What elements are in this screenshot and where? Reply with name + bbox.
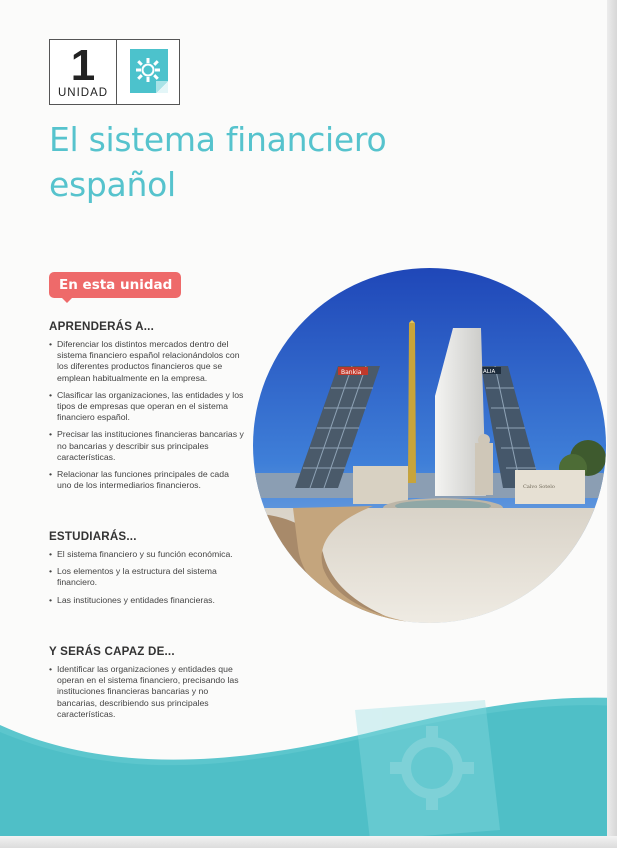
list-item-text: Relacionar las funciones principales de cada uno de los intermediarios financieros. [57,469,229,491]
bullet: • [49,429,53,440]
bottom-wave [0,640,617,848]
gear-document-icon [130,49,168,93]
section-heading: ESTUDIARÁS... [49,530,137,543]
monument-inscription: Calvo Sotelo [523,484,555,490]
list-item-text: Precisar las instituciones financieras bancarias y no bancarias y describir sus principales características. [57,429,244,462]
list-item-text: Diferenciar los distintos mercados dentro del sistema financiero español relacionándolos con los diferentes productos financieros que se emplean habitualmente en la empresa. [57,339,240,383]
plaza-castilla-photo [253,268,606,623]
bullet: • [49,549,53,559]
bullet: • [49,389,53,400]
bullet: • [49,566,53,577]
list-item [49,566,244,588]
bullet: • [49,469,53,480]
title-line-1: El sistema financiero [49,120,387,159]
list-item [49,549,244,560]
bankia-sign: Bankia [341,369,362,376]
page-edge-right [607,0,617,848]
list-item-text: El sistema financiero y su función económica. [57,549,233,559]
section-estudiaras [49,530,244,612]
right-tower-sign: ALIA [483,369,496,375]
bullet: • [49,594,53,605]
list-item-text: Las instituciones y entidades financieras. [57,594,215,605]
list-item-text: Clasificar las organizaciones, las entidades y los tipos de empresas que operan en el sistema financiero español. [57,389,244,423]
unit-box [49,39,180,105]
list-item-text: Los elementos y la estructura del sistema financiero. [57,566,217,588]
unit-number: 1 [70,41,96,90]
bullet: • [49,339,53,349]
badge-tail [60,296,74,303]
list-item [49,429,244,463]
unit-number-cell [50,40,117,104]
unit-label: UNIDAD [57,87,109,99]
page-edge-bottom [0,836,617,848]
section-heading: Y SERÁS CAPAZ DE... [49,645,175,658]
list-item-text: Identificar las organizaciones y entidades que operan en el sistema financiero, precisando las instituciones financieras bancarias y no bancarias, describiendo sus principales características. [57,664,239,719]
section-aprenderas [49,320,244,497]
section-heading: APRENDERÁS A... [49,320,154,333]
page-title [49,117,469,207]
list-item [49,595,244,606]
title-line-2: español [49,165,176,204]
section-badge: En esta unidad [49,272,181,298]
list-item [49,339,244,384]
bullet: • [49,664,53,674]
list-item [49,390,244,424]
gear-icon [355,700,500,840]
list-item [49,469,244,491]
